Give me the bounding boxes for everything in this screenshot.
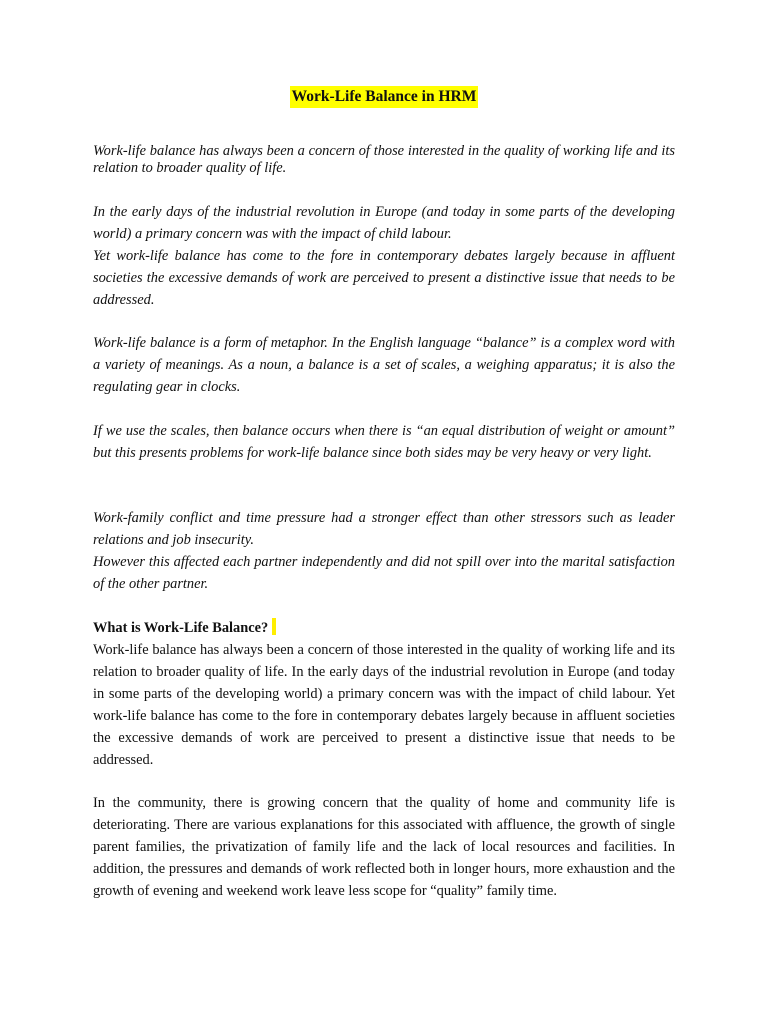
section-heading xyxy=(93,617,276,639)
section-heading-text: What is Work-Life Balance? xyxy=(93,620,269,636)
work-family-conflict-paragraph: Work-family conflict and time pressure had a stronger effect than other stressors such as leader relations and job insecurity. xyxy=(93,510,675,548)
definition-paragraph: Work-life balance has always been a concern of those interested in the quality of working life and its relation to broader quality of life. In the early days of the industrial revolution in Europe (and today in some parts of the developing world) a primary concern was with the impact of child labour. Yet work-life balance has come to the fore in contemporary debates largely because in affluent societies the excessive demands of work are perceived to present a distinctive issue that needs to be addressed. xyxy=(93,642,675,768)
contemporary-debates-paragraph: Yet work-life balance has come to the fore in contemporary debates largely because in affluent societies the excessive demands of work are perceived to present a distinctive issue that needs to be addressed. xyxy=(93,248,675,308)
intro-paragraph: Work-life balance has always been a concern of those interested in the quality of working life and its relation to broader quality of life. xyxy=(93,143,675,176)
scales-paragraph: If we use the scales, then balance occurs when there is “an equal distribution of weight or amount” but this presents problems for work-life balance since both sides may be very heavy or very light. xyxy=(93,423,675,461)
title-wrapper xyxy=(93,86,675,108)
partner-paragraph: However this affected each partner independently and did not spill over into the marital satisfaction of the other partner. xyxy=(93,554,675,592)
community-paragraph: In the community, there is growing concern that the quality of home and community life is deteriorating. There are various explanations for this associated with affluence, the growth of single parent families, the privatization of family life and the lack of local resources and facilities. In addition, the pressures and demands of work reflected both in longer hours, more exhaustion and the growth of evening and weekend work leave less scope for “quality” family time. xyxy=(93,795,675,899)
metaphor-paragraph: Work-life balance is a form of metaphor. In the English language “balance” is a complex word with a variety of meanings. As a noun, a balance is a set of scales, a weighing apparatus; it is also the regulating gear in clocks. xyxy=(93,335,675,395)
document-title: Work-Life Balance in HRM xyxy=(290,86,479,108)
text-cursor-highlight xyxy=(272,618,276,635)
industrial-revolution-paragraph: In the early days of the industrial revolution in Europe (and today in some parts of the developing world) a primary concern was with the impact of child labour. xyxy=(93,204,675,242)
